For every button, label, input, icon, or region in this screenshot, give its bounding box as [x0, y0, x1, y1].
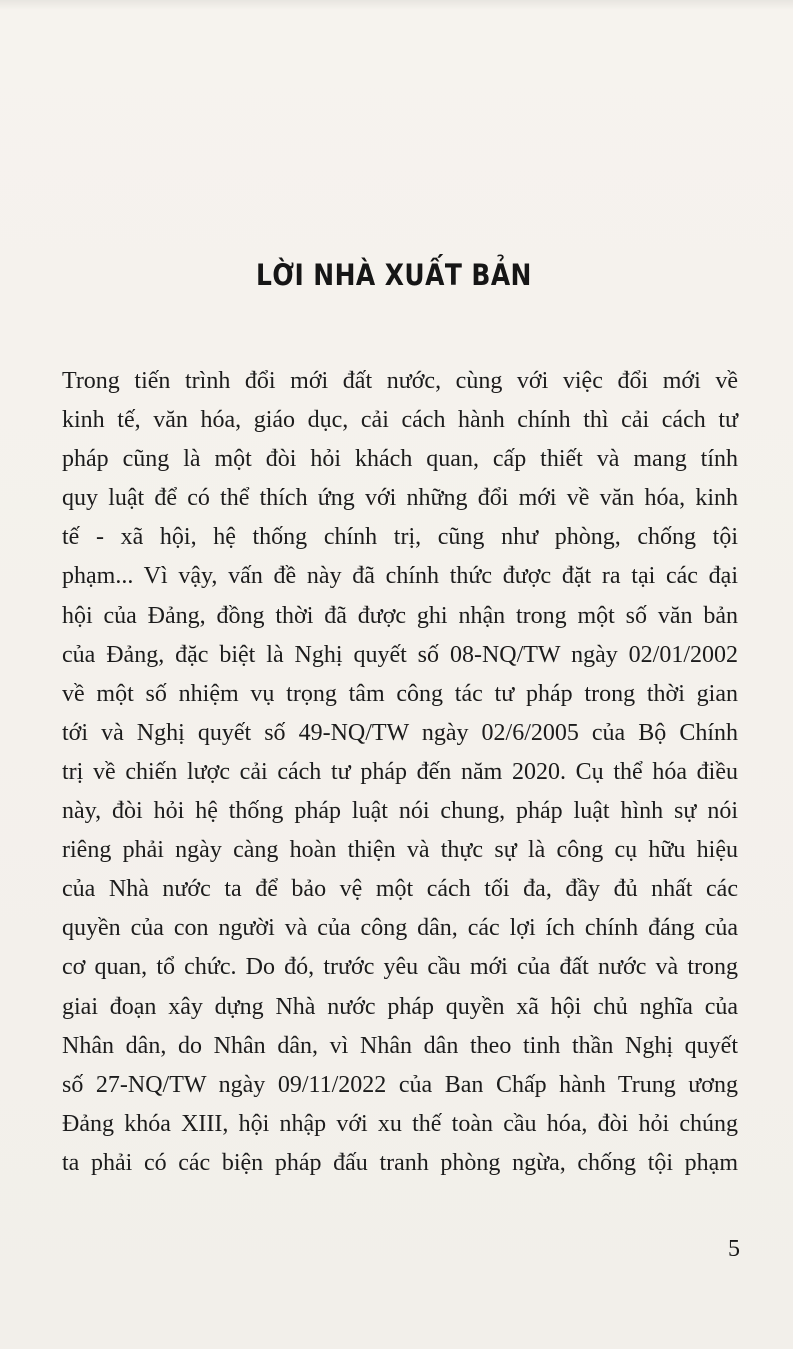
text-line: Nhân dân, do Nhân dân, vì Nhân dân theo tinh thần Nghị quyết	[62, 1032, 738, 1059]
text-line: cơ quan, tổ chức. Do đó, trước yêu cầu mới của đất nước và trong	[62, 954, 738, 981]
text-line: riêng phải ngày càng hoàn thiện và thực sự là công cụ hữu hiệu	[62, 837, 738, 864]
page-edge-shadow	[0, 0, 793, 10]
text-line: ta phải có các biện pháp đấu tranh phòng ngừa, chống tội phạm	[62, 1149, 738, 1176]
text-line: hội của Đảng, đồng thời đã được ghi nhận trong một số văn bản	[62, 602, 738, 629]
text-line: quy luật để có thể thích ứng với những đổi mới về văn hóa, kinh	[62, 485, 738, 512]
body-paragraph	[62, 362, 738, 1183]
text-line: Đảng khóa XIII, hội nhập với xu thế toàn cầu hóa, đòi hỏi chúng	[62, 1110, 738, 1137]
text-line: Trong tiến trình đổi mới đất nước, cùng với việc đổi mới về	[62, 368, 738, 394]
text-line: pháp cũng là một đòi hỏi khách quan, cấp thiết và mang tính	[62, 446, 738, 473]
text-line: quyền của con người và của công dân, các lợi ích chính đáng của	[62, 915, 738, 942]
text-line: giai đoạn xây dựng Nhà nước pháp quyền xã hội chủ nghĩa của	[62, 993, 738, 1020]
text-line: phạm... Vì vậy, vấn đề này đã chính thức được đặt ra tại các đại	[62, 563, 738, 590]
text-line: này, đòi hỏi hệ thống pháp luật nói chung, pháp luật hình sự nói	[62, 798, 738, 825]
text-line: số 27-NQ/TW ngày 09/11/2022 của Ban Chấp hành Trung ương	[62, 1071, 738, 1098]
text-line: của Nhà nước ta để bảo vệ một cách tối đa, đầy đủ nhất các	[62, 876, 738, 903]
page-number: 5	[728, 1236, 740, 1262]
section-title: LỜI NHÀ XUẤT BẢN	[255, 258, 532, 292]
text-line: tế - xã hội, hệ thống chính trị, cũng như phòng, chống tội	[62, 524, 738, 551]
text-line: của Đảng, đặc biệt là Nghị quyết số 08-NQ/TW ngày 02/01/2002	[62, 641, 738, 668]
text-line: tới và Nghị quyết số 49-NQ/TW ngày 02/6/2005 của Bộ Chính	[62, 719, 738, 746]
text-line: về một số nhiệm vụ trọng tâm công tác tư pháp trong thời gian	[62, 680, 738, 707]
text-line: trị về chiến lược cải cách tư pháp đến năm 2020. Cụ thể hóa điều	[62, 758, 738, 785]
text-line: kinh tế, văn hóa, giáo dục, cải cách hành chính thì cải cách tư	[62, 407, 738, 434]
